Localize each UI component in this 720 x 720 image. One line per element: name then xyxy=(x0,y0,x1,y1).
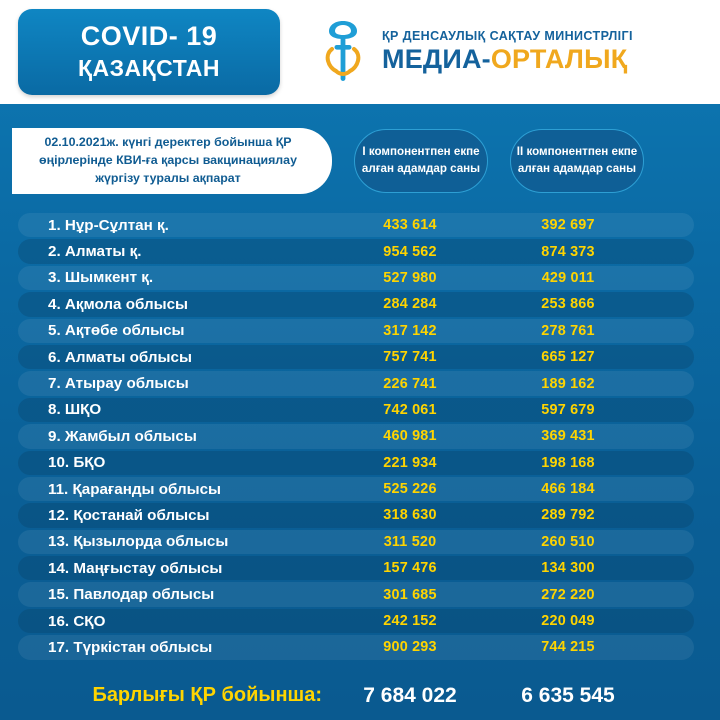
table-row xyxy=(0,555,720,581)
title-line-covid: COVID- 19 xyxy=(80,21,218,52)
table-row xyxy=(0,344,720,370)
component-2-value: 278 761 xyxy=(541,322,595,339)
region-label: 10. БҚО xyxy=(48,454,106,472)
table-row xyxy=(0,212,720,238)
total-label: Барлығы ҚР бойынша: xyxy=(92,684,322,707)
component-2-value: 260 510 xyxy=(541,533,595,550)
component-2-value: 466 184 xyxy=(541,481,595,498)
component-2-value: 369 431 xyxy=(541,428,595,445)
component-1-value: 954 562 xyxy=(383,243,437,260)
component-1-value: 757 741 xyxy=(383,349,437,366)
column-header-component-2: II компонентпен екпе алған адамдар саны xyxy=(510,129,644,193)
region-label: 13. Қызылорда облысы xyxy=(48,533,229,551)
total-row xyxy=(0,667,720,720)
table-row xyxy=(0,581,720,607)
table-row xyxy=(0,529,720,555)
region-label: 7. Атырау облысы xyxy=(48,375,189,393)
component-1-value: 226 741 xyxy=(383,375,437,392)
component-1-value: 527 980 xyxy=(383,269,437,286)
component-2-value: 134 300 xyxy=(541,560,595,577)
data-table xyxy=(0,212,720,661)
table-row xyxy=(0,423,720,449)
region-label: 12. Қостанай облысы xyxy=(48,506,210,524)
ministry-name: ҚР ДЕНСАУЛЫҚ САҚТАУ МИНИСТРЛІГІ xyxy=(382,29,633,43)
media-word-1: МЕДИА- xyxy=(382,44,491,74)
component-2-value: 253 866 xyxy=(541,296,595,313)
component-1-value: 460 981 xyxy=(383,428,437,445)
table-row xyxy=(0,265,720,291)
component-2-value: 665 127 xyxy=(541,349,595,366)
component-2-value: 429 011 xyxy=(541,269,595,286)
table-row xyxy=(0,318,720,344)
component-1-value: 242 152 xyxy=(383,613,437,630)
region-label: 2. Алматы қ. xyxy=(48,243,142,261)
title-line-country: ҚАЗАҚСТАН xyxy=(77,54,221,81)
table-row xyxy=(0,450,720,476)
region-label: 6. Алматы облысы xyxy=(48,348,192,366)
component-1-value: 433 614 xyxy=(383,217,437,234)
component-2-value: 220 049 xyxy=(541,613,595,630)
table-row xyxy=(0,238,720,264)
component-2-value: 392 697 xyxy=(541,217,595,234)
component-1-value: 301 685 xyxy=(383,586,437,603)
component-1-value: 525 226 xyxy=(383,481,437,498)
component-1-value: 157 476 xyxy=(383,560,437,577)
region-label: 15. Павлодар облысы xyxy=(48,586,215,604)
report-description xyxy=(12,128,332,194)
media-center-name xyxy=(382,44,633,75)
component-1-value: 311 520 xyxy=(383,533,437,550)
table-row xyxy=(0,634,720,660)
region-label: 1. Нұр-Сұлтан қ. xyxy=(48,216,169,234)
region-label: 8. ШҚО xyxy=(48,401,102,419)
region-label: 11. Қарағанды облысы xyxy=(48,480,222,498)
component-2-value: 289 792 xyxy=(541,507,595,524)
component-1-value: 318 630 xyxy=(383,507,437,524)
logo xyxy=(316,19,633,85)
total-component-1-value: 7 684 022 xyxy=(363,683,457,707)
column-header-component-1: I компонентпен екпе алған адамдар саны xyxy=(354,129,488,193)
component-1-value: 900 293 xyxy=(383,639,437,656)
region-label: 9. Жамбыл облысы xyxy=(48,427,197,445)
table-row xyxy=(0,397,720,423)
info-row xyxy=(0,118,720,204)
region-label: 5. Ақтөбе облысы xyxy=(48,322,185,340)
table-row xyxy=(0,502,720,528)
region-label: 4. Ақмола облысы xyxy=(48,295,189,313)
header xyxy=(0,0,720,104)
table-row xyxy=(0,291,720,317)
component-2-value: 272 220 xyxy=(541,586,595,603)
total-component-2-value: 6 635 545 xyxy=(521,683,615,707)
component-1-value: 221 934 xyxy=(383,454,437,471)
report-description-text: 02.10.2021ж. күнгі деректер бойынша ҚР өңірлерінде КВИ-ға қарсы вакцинациялау жүргізу туралы ақпарат xyxy=(39,135,297,185)
region-label: 16. СҚО xyxy=(48,612,106,630)
component-2-value: 597 679 xyxy=(541,401,595,418)
region-label: 14. Маңғыстау облысы xyxy=(48,559,223,577)
component-2-value: 189 162 xyxy=(541,375,595,392)
component-1-value: 742 061 xyxy=(383,401,437,418)
component-2-value: 744 215 xyxy=(541,639,595,656)
component-2-value: 874 373 xyxy=(541,243,595,260)
component-1-value: 317 142 xyxy=(383,322,437,339)
table-row xyxy=(0,370,720,396)
table-row xyxy=(0,476,720,502)
page-title xyxy=(18,9,280,95)
medical-caduceus-icon xyxy=(316,19,370,85)
region-label: 3. Шымкент қ. xyxy=(48,269,154,287)
component-1-value: 284 284 xyxy=(383,296,437,313)
table-row xyxy=(0,608,720,634)
media-word-2: ОРТАЛЫҚ xyxy=(490,44,628,74)
component-2-value: 198 168 xyxy=(541,454,595,471)
region-label: 17. Түркістан облысы xyxy=(48,638,213,656)
logo-text xyxy=(382,29,633,75)
